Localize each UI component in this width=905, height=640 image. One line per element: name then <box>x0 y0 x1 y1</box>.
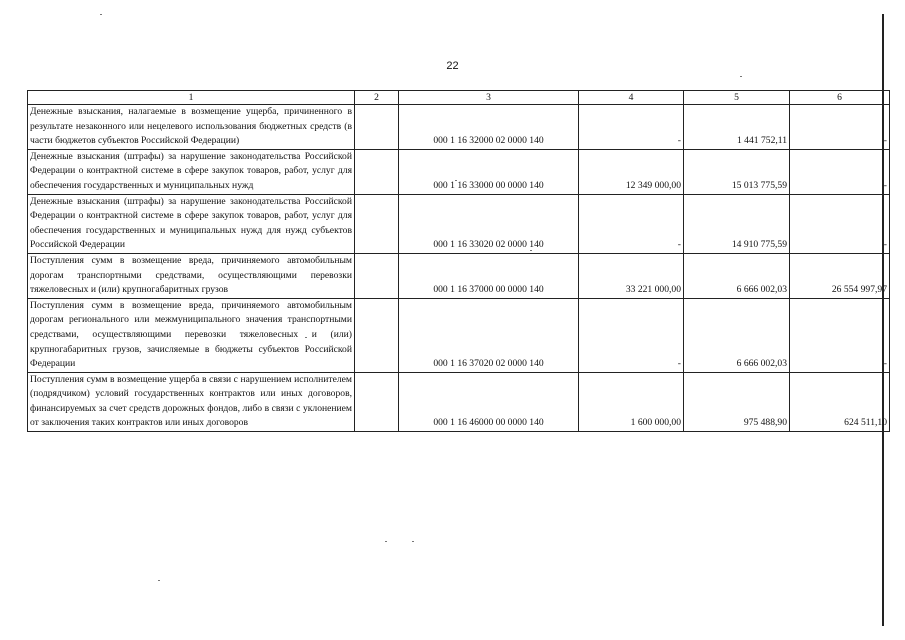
row-col2 <box>355 194 399 253</box>
row-col6: 624 511,10 <box>790 372 890 431</box>
row-code: 000 1 16 33020 02 0000 140 <box>399 194 579 253</box>
row-col5: 14 910 775,59 <box>684 194 790 253</box>
column-header: 5 <box>684 91 790 105</box>
row-col6: - <box>790 105 890 150</box>
row-col4: 33 221 000,00 <box>579 253 684 298</box>
column-header: 3 <box>399 91 579 105</box>
column-header: 4 <box>579 91 684 105</box>
row-col5: 15 013 775,59 <box>684 149 790 194</box>
column-header: 2 <box>355 91 399 105</box>
table-row <box>28 253 890 298</box>
table-row <box>28 372 890 431</box>
row-col2 <box>355 372 399 431</box>
row-code: 000 1 16 46000 00 0000 140 <box>399 372 579 431</box>
table-header-row <box>28 91 890 105</box>
row-col6: 26 554 997,97 <box>790 253 890 298</box>
row-col4: - <box>579 105 684 150</box>
row-col6: - <box>790 298 890 372</box>
row-code: 000 1 16 37000 00 0000 140 <box>399 253 579 298</box>
row-code: 000 1 16 37020 02 0000 140 <box>399 298 579 372</box>
row-col4: - <box>579 298 684 372</box>
row-description: Денежные взыскания (штрафы) за нарушение законодательства Российской Федерации о контрактной системе в сфере закупок товаров, работ, услуг для обеспечения государственных и муниципальных нужд для нужд субъектов Российской Федерации <box>28 194 355 253</box>
row-description: Поступления сумм в возмещение вреда, причиняемого автомобильным дорогам регионального или межмуниципального значения транспортными средствами, осуществляющими перевозки тяжеловесных и (или) крупногабаритных грузов, зачисляемые в бюджеты субъектов Российской Федерации <box>28 298 355 372</box>
row-description: Денежные взыскания (штрафы) за нарушение законодательства Российской Федерации о контрактной системе в сфере закупок товаров, работ, услуг для обеспечения государственных и муниципальных нужд <box>28 149 355 194</box>
row-description: Поступления сумм в возмещение вреда, причиняемого автомобильным дорогам транспортными средствами, осуществляющими перевозки тяжеловесных и (или) крупногабаритных грузов <box>28 253 355 298</box>
row-col2 <box>355 105 399 150</box>
column-header: 1 <box>28 91 355 105</box>
row-col4: 1 600 000,00 <box>579 372 684 431</box>
table-row <box>28 149 890 194</box>
row-col2 <box>355 149 399 194</box>
row-code: 000 1 16 32000 02 0000 140 <box>399 105 579 150</box>
table-row <box>28 105 890 150</box>
column-header: 6 <box>790 91 890 105</box>
page-number: 22 <box>446 60 459 72</box>
table-row <box>28 298 890 372</box>
row-col2 <box>355 253 399 298</box>
row-col5: 975 488,90 <box>684 372 790 431</box>
row-col4: 12 349 000,00 <box>579 149 684 194</box>
row-col4: - <box>579 194 684 253</box>
table-row <box>28 194 890 253</box>
row-description: Денежные взыскания, налагаемые в возмещение ущерба, причиненного в результате незаконного или нецелевого использования бюджетных средств (в части бюджетов субъектов Российской Федерации) <box>28 105 355 150</box>
row-col5: 1 441 752,11 <box>684 105 790 150</box>
row-col2 <box>355 298 399 372</box>
revenue-table <box>27 90 890 432</box>
row-col5: 6 666 002,03 <box>684 253 790 298</box>
row-col5: 6 666 002,03 <box>684 298 790 372</box>
row-description: Поступления сумм в возмещение ущерба в связи с нарушением исполнителем (подрядчиком) условий государственных контрактов или иных договоров, финансируемых за счет средств дорожных фондов, либо в связи с уклонением от заключения таких контрактов или иных договоров <box>28 372 355 431</box>
row-col6: - <box>790 149 890 194</box>
row-code: 000 1 16 33000 00 0000 140 <box>399 149 579 194</box>
row-col6: - <box>790 194 890 253</box>
